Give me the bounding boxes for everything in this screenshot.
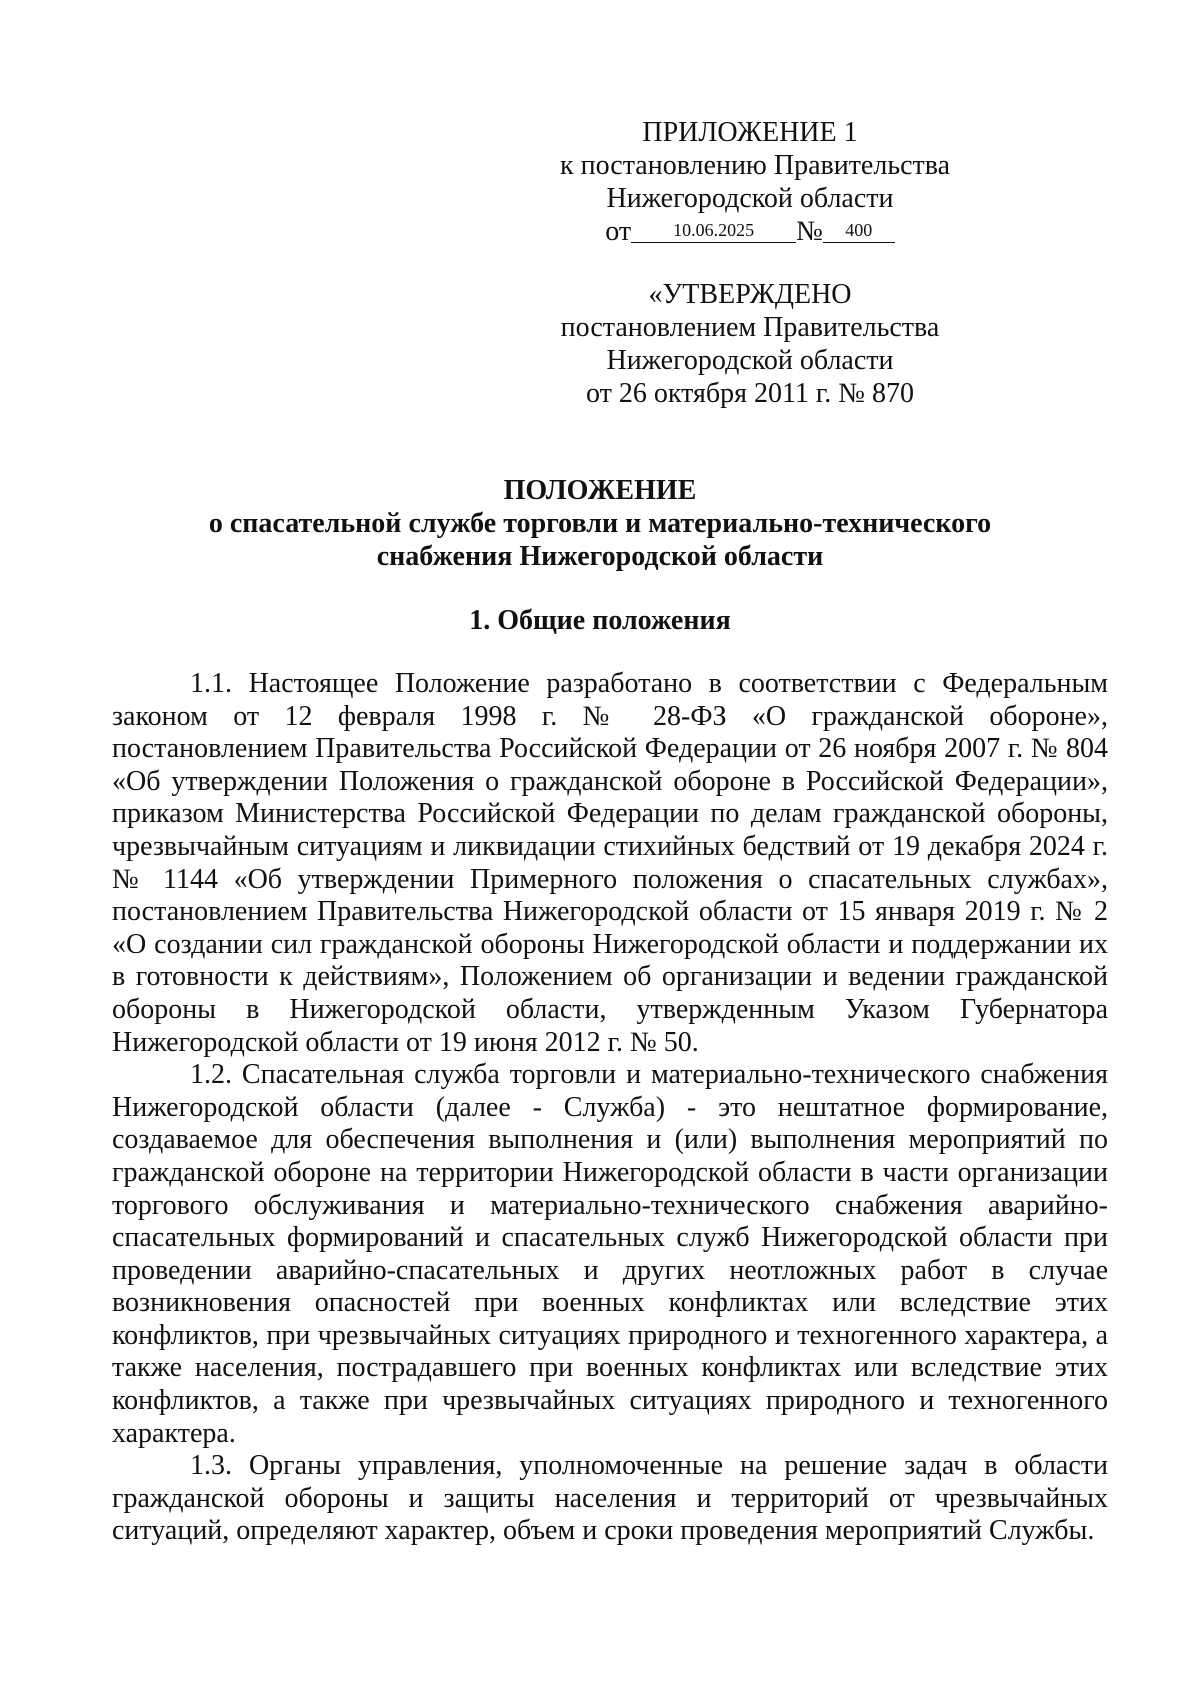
date-value: 10.06.2025 [631, 218, 796, 243]
title-subtitle-1: о спасательной службе торговли и материально-технического [208, 508, 992, 539]
approved-line-3: от 26 октября 2011 г. № 870 [586, 378, 914, 409]
number-prefix: № [796, 216, 823, 247]
appendix-line-1: к постановлению Правительства [560, 150, 951, 181]
section-body [112, 668, 1108, 1548]
title-heading: ПОЛОЖЕНИЕ [503, 475, 697, 506]
paragraph-1-2: 1.2. Спасательная служба торговли и материально-технического снабжения Нижегородской области (далее - Служба) - это нештатное формирование, создаваемое для обеспечения выполнения и (или) выполнения мероприятий по гражданской обороне на территории Нижегородской области в части организации торгового обслуживания и материально-технического снабжения аварийно-спасательных формирований и спасательных служб Нижегородской области при проведении аварийно-спасательных и других неотложных работ в случае возникновения опасностей при военных конфликтах или вследствие этих конфликтов, при чрезвычайных ситуациях природного и техногенного характера, а также населения, пострадавшего при военных конфликтах или вследствие этих конфликтов, а также при чрезвычайных ситуациях природного и техногенного характера. [112, 1059, 1108, 1449]
approved-heading: «УТВЕРЖДЕНО [648, 279, 852, 310]
approved-header [560, 278, 940, 410]
appendix-header [560, 116, 951, 248]
number-value: 400 [823, 218, 895, 243]
title-subtitle-2: снабжения Нижегородской области [376, 541, 824, 572]
section-heading: 1. Общие положения [469, 605, 731, 636]
approved-line-1: постановлением Правительства [560, 312, 940, 343]
paragraph-1-3: 1.3. Органы управления, уполномоченные на решение задач в области гражданской обороны и защиты населения и территорий от чрезвычайных ситуаций, определяют характер, объем и сроки проведения мероприятий Службы. [112, 1450, 1108, 1547]
appendix-heading: ПРИЛОЖЕНИЕ 1 [642, 117, 858, 148]
appendix-date-line [560, 215, 940, 248]
document-title [120, 474, 1080, 573]
appendix-line-2: Нижегородской области [606, 183, 894, 214]
paragraph-1-1: 1.1. Настоящее Положение разработано в соответствии с Федеральным законом от 12 февраля 1998 г. № 28-ФЗ «О гражданской обороне», постановлением Правительства Российской Федерации от 26 ноября 2007 г. № 804 «Об утверждении Положения о гражданской обороне в Российской Федерации», приказом Министерства Российской Федерации по делам гражданской обороны, чрезвычайным ситуациям и ликвидации стихийных бедствий от 19 декабря 2024 г. № 1144 «Об утверждении Примерного положения о спасательных службах», постановлением Правительства Нижегородской области от 15 января 2019 г. № 2 «О создании сил гражданской обороны Нижегородской области и поддержании их в готовности к действиям», Положением об организации и ведении гражданской обороны в Нижегородской области, утвержденным Указом Губернатора Нижегородской области от 19 июня 2012 г. № 50. [112, 668, 1108, 1058]
section-title [120, 604, 1080, 637]
date-prefix: от [605, 216, 632, 247]
approved-line-2: Нижегородской области [606, 345, 894, 376]
